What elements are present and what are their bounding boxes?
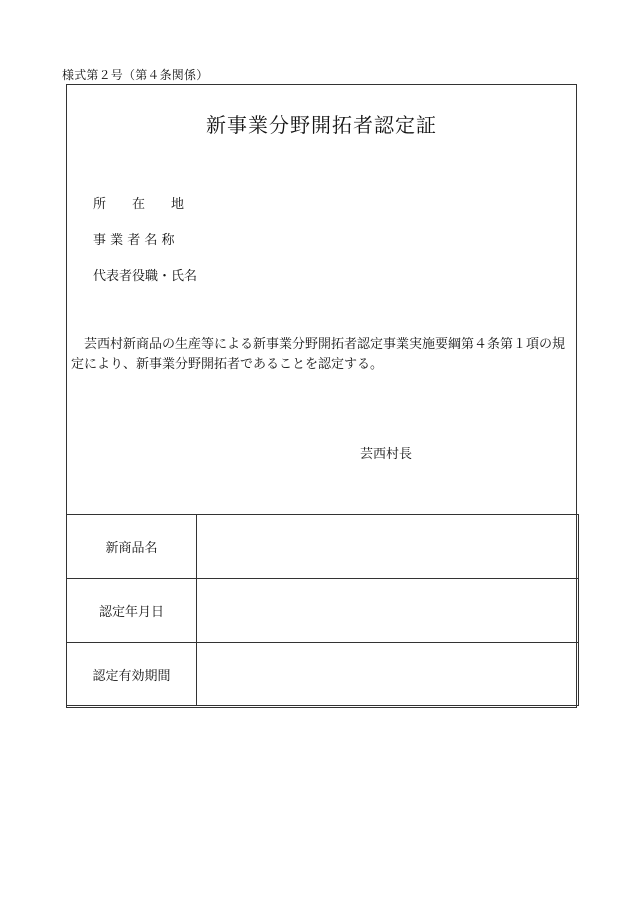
product-name-value [197, 515, 579, 579]
table-row [67, 643, 579, 706]
form-number: 様式第２号（第４条関係） [62, 68, 209, 82]
table-row [67, 579, 579, 643]
certification-date-label: 認定年月日 [67, 579, 197, 643]
certificate-title: 新事業分野開拓者認定証 [206, 113, 437, 137]
validity-period-value [197, 643, 579, 706]
certificate-body-text: 芸西村新商品の生産等による新事業分野開拓者認定事業実施要綱第４条第１項の規定により、新事業分野開拓者であることを認定する。 [71, 337, 566, 372]
certification-date-value [197, 579, 579, 643]
table-row [67, 515, 579, 579]
location-label: 所 在 地 [93, 197, 185, 212]
issuer-name: 芸西村長 [360, 447, 413, 462]
validity-period-label: 認定有効期間 [67, 643, 197, 706]
representative-label: 代表者役職・氏名 [93, 269, 198, 284]
details-table [66, 514, 579, 706]
business-name-label: 事 業 者 名 称 [93, 233, 175, 248]
certificate-frame [66, 84, 577, 708]
product-name-label: 新商品名 [67, 515, 197, 579]
